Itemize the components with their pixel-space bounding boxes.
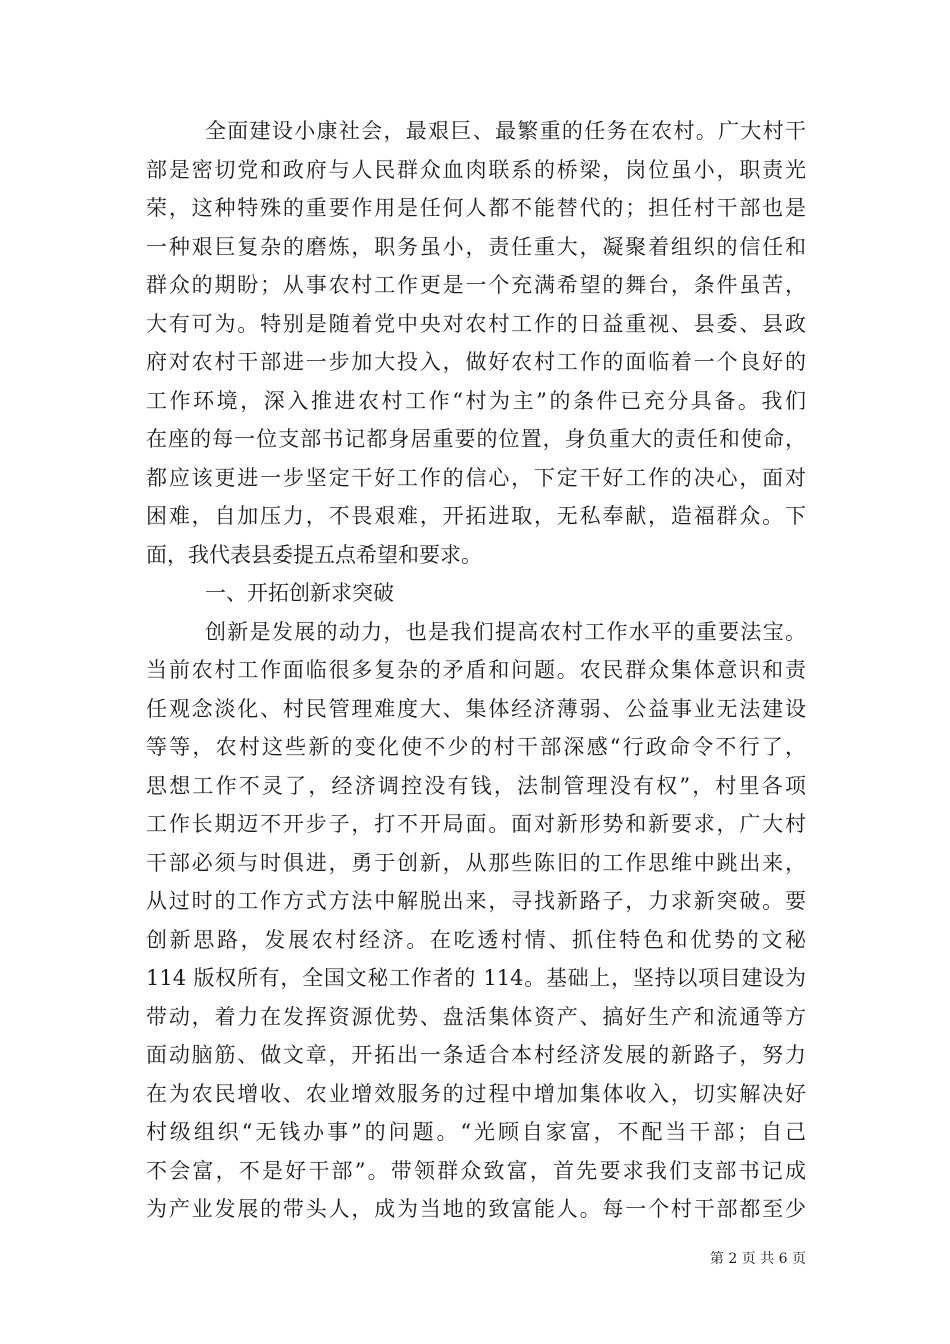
page-number: 第 2 页 共 6 页 <box>709 1251 806 1267</box>
paragraph-line: 村级组织“无钱办事”的问题。“光顾自家富，不配当干部；自己 <box>146 1120 806 1144</box>
paragraph-line: 大有可为。特别是随着党中央对农村工作的日益重视、县委、县政 <box>146 311 806 336</box>
paragraph-line: 荣，这种特殊的重要作用是任何人都不能替代的；担任村干部也是 <box>146 196 806 220</box>
document-body <box>146 112 806 1229</box>
paragraph-line: 群众的期盼；从事农村工作更是一个充满希望的舞台，条件虽苦， <box>146 273 806 297</box>
paragraph-line: 在座的每一位支部书记都身居重要的位置，身负重大的责任和使命， <box>146 427 806 451</box>
paragraph-line: 部是密切党和政府与人民群众血肉联系的桥梁，岗位虽小，职责光 <box>146 157 806 182</box>
paragraph-line: 114 版权所有，全国文秘工作者的 114。基础上，坚持以项目建设为 <box>146 966 806 990</box>
paragraph-line: 工作长期迈不开步子，打不开局面。面对新形势和新要求，广大村 <box>146 812 806 836</box>
paragraph-line: 思想工作不灵了，经济调控没有钱，法制管理没有权”，村里各项 <box>146 773 806 798</box>
paragraph-line: 府对农村干部进一步加大投入，做好农村工作的面临着一个良好的 <box>146 350 806 374</box>
paragraph-line: 创新是发展的动力，也是我们提高农村工作水平的重要法宝。 <box>205 619 806 644</box>
paragraph-line: 从过时的工作方式方法中解脱出来，寻找新路子，力求新突破。要 <box>146 889 806 913</box>
paragraph-line: 创新思路，发展农村经济。在吃透村情、抓住特色和优势的文秘 <box>146 927 806 952</box>
paragraph-line: 等等，农村这些新的变化使不少的村干部深感“行政命令不行了， <box>146 735 806 759</box>
paragraph-line: 任观念淡化、村民管理难度大、集体经济薄弱、公益事业无法建设 <box>146 696 806 721</box>
paragraph-line: 面动脑筋、做文章，开拓出一条适合本村经济发展的新路子，努力 <box>146 1043 806 1067</box>
paragraph-line: 当前农村工作面临很多复杂的矛盾和问题。农民群众集体意识和责 <box>146 658 806 682</box>
paragraph-line: 带动，着力在发挥资源优势、盘活集体资产、搞好生产和流通等方 <box>146 1004 806 1029</box>
paragraph-line: 全面建设小康社会，最艰巨、最繁重的任务在农村。广大村干 <box>205 119 806 143</box>
paragraph-line: 干部必须与时俱进，勇于创新，从那些陈旧的工作思维中跳出来， <box>146 850 806 875</box>
paragraph-line: 工作环境，深入推进农村工作“村为主”的条件已充分具备。我们 <box>146 388 806 413</box>
section-heading: 一、开拓创新求突破 <box>205 581 394 605</box>
paragraph-line: 困难，自加压力，不畏艰难，开拓进取，无私奉献，造福群众。下 <box>146 504 806 528</box>
paragraph-line: 在为农民增收、农业增效服务的过程中增加集体收入，切实解决好 <box>146 1081 806 1106</box>
paragraph-line: 为产业发展的带头人，成为当地的致富能人。每一个村干部都至少 <box>146 1197 806 1221</box>
paragraph-line: 面，我代表县委提五点希望和要求。 <box>146 542 482 567</box>
paragraph-line: 一种艰巨复杂的磨炼，职务虽小，责任重大，凝聚着组织的信任和 <box>146 234 806 259</box>
paragraph-line: 都应该更进一步坚定干好工作的信心，下定干好工作的决心，面对 <box>146 465 806 490</box>
paragraph-line: 不会富，不是好干部”。带领群众致富，首先要求我们支部书记成 <box>146 1158 806 1183</box>
